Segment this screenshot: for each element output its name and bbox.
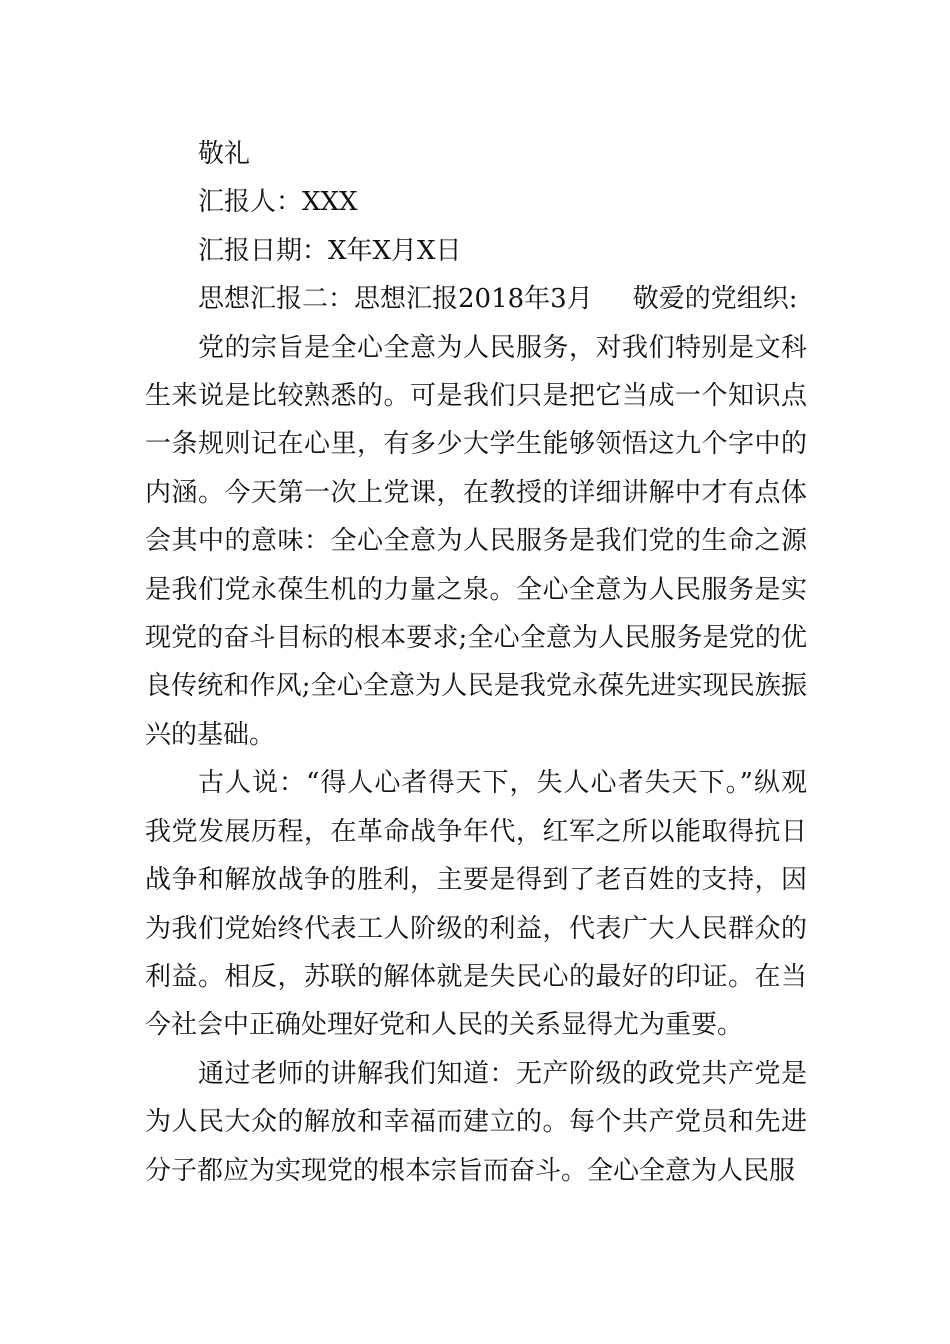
closing-salute: 敬礼 (198, 139, 251, 169)
paragraph-2: 古人说：“得人心者得天下，失人心者失天下。”纵观我党发展历程，在革命战争年代，红军之所以能取得抗日战争和解放战争的胜利，主要是得到了老百姓的支持，因为我们党始终代表工人阶级的利益，代表广大人民群众的利益。相反，苏联的解体就是失民心的最好的印证。在当今社会中正确处理好党和人民的关系显得尤为重要。 (145, 768, 807, 1041)
paragraph-3: 通过老师的讲解我们知道：无产阶级的政党共产党是为人民大众的解放和幸福而建立的。每个共产党员和先进分子都应为实现党的根本宗旨而奋斗。全心全意为人民服 (145, 1058, 807, 1186)
reporter-line: 汇报人：XXX (198, 187, 358, 218)
paragraph-1: 党的宗旨是全心全意为人民服务，对我们特别是文科生来说是比较熟悉的。可是我们只是把它当成一个知识点一条规则记在心里，有多少大学生能够领悟这九个字中的内涵。今天第一次上党课，在教授的详细讲解中才有点体会其中的意味：全心全意为人民服务是我们党的生命之源是我们党永葆生机的力量之泉。全心全意为人民服务是实现党的奋斗目标的根本要求;全心全意为人民服务是党的优良传统和作风;全心全意为人民是我党永葆先进实现民族振兴的基础。 (145, 332, 807, 750)
report-title: 思想汇报二：思想汇报2018年3月 (198, 284, 593, 315)
document-body (145, 130, 807, 1195)
report-greeting: 敬爱的党组织: (632, 284, 798, 315)
report-heading (145, 275, 807, 323)
report-date-line: 汇报日期：X年X月X日 (198, 235, 462, 266)
